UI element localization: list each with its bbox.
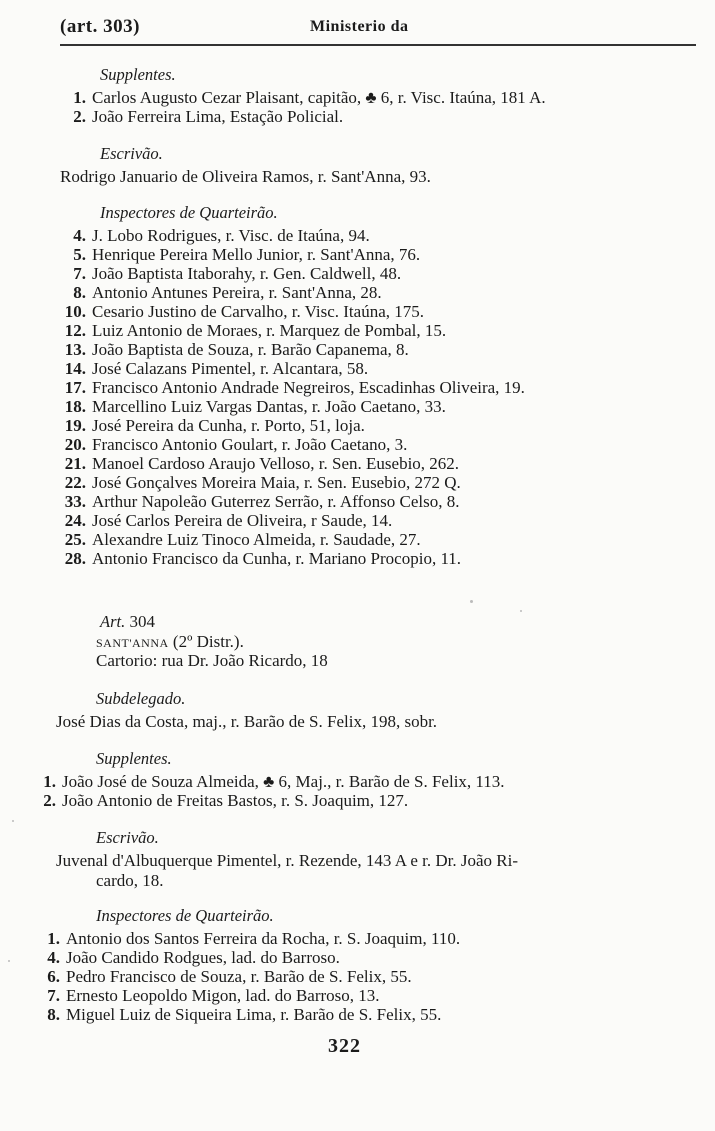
header-ministry: Ministerio da xyxy=(310,18,409,35)
header-rule xyxy=(60,44,696,46)
ink-speck xyxy=(470,600,473,603)
list-item: 20. Francisco Antonio Goulart, r. João Caetano, 3. xyxy=(64,435,408,454)
list-item: 13. João Baptista de Souza, r. Barão Capanema, 8. xyxy=(64,340,409,359)
list-item: 7. João Baptista Itaborahy, r. Gen. Caldwell, 48. xyxy=(73,264,402,283)
running-header xyxy=(60,12,695,42)
ink-speck xyxy=(8,960,10,962)
list-item: 25. Alexandre Luiz Tinoco Almeida, r. Saudade, 27. xyxy=(64,530,421,549)
list-item: 8. Antonio Antunes Pereira, r. Sant'Anna, 28. xyxy=(73,283,382,302)
list-item: 19. José Pereira da Cunha, r. Porto, 51, loja. xyxy=(64,416,365,435)
section-title-inspectores: Inspectores de Quarteirão. xyxy=(100,203,278,222)
section-title-supplentes-2: Supplentes. xyxy=(96,749,172,768)
list-item: 2. João Antonio de Freitas Bastos, r. S. Joaquim, 127. xyxy=(43,791,409,810)
article-heading: Art. 304 xyxy=(100,612,155,631)
escrivao-entry: Rodrigo Januario de Oliveira Ramos, r. Sant'Anna, 93. xyxy=(60,167,431,186)
subdelegado-entry: José Dias da Costa, maj., r. Barão de S. Felix, 198, sobr. xyxy=(56,712,438,731)
list-item: 4. J. Lobo Rodrigues, r. Visc. de Itaúna, 94. xyxy=(73,226,370,245)
list-item: 28. Antonio Francisco da Cunha, r. Mariano Procopio, 11. xyxy=(64,549,462,568)
list-item: 10. Cesario Justino de Carvalho, r. Visc. Itaúna, 175. xyxy=(64,302,424,321)
list-item: 2. João Ferreira Lima, Estação Policial. xyxy=(73,107,344,126)
section-title-subdelegado: Subdelegado. xyxy=(96,689,186,708)
list-item: 22. José Gonçalves Moreira Maia, r. Sen. Eusebio, 272 Q. xyxy=(64,473,461,492)
escrivao-entry-line2: cardo, 18. xyxy=(96,871,164,890)
section-title-supplentes: Supplentes. xyxy=(100,65,176,84)
list-item: 17. Francisco Antonio Andrade Negreiros, Escadinhas Oliveira, 19. xyxy=(64,378,525,397)
cartorio-line: Cartorio: rua Dr. João Ricardo, 18 xyxy=(96,651,328,670)
list-item: 14. José Calazans Pimentel, r. Alcantara, 58. xyxy=(64,359,369,378)
section-title-escrivao-2: Escrivão. xyxy=(96,828,159,847)
list-item: 6. Pedro Francisco de Souza, r. Barão de S. Felix, 55. xyxy=(47,967,412,986)
list-item: 4. João Candido Rodgues, lad. do Barroso. xyxy=(47,948,340,967)
district-line: SANT'ANNA (2º Distr.). xyxy=(96,632,244,651)
section-title-escrivao: Escrivão. xyxy=(100,144,163,163)
list-item: 12. Luiz Antonio de Moraes, r. Marquez de Pombal, 15. xyxy=(64,321,447,340)
section-title-inspectores-2: Inspectores de Quarteirão. xyxy=(96,906,274,925)
header-article-ref: (art. 303) xyxy=(60,16,140,37)
ink-speck xyxy=(12,820,14,822)
list-item: 7. Ernesto Leopoldo Migon, lad. do Barroso, 13. xyxy=(47,986,380,1005)
list-item: 5. Henrique Pereira Mello Junior, r. Sant'Anna, 76. xyxy=(73,245,421,264)
list-item: 21. Manoel Cardoso Araujo Velloso, r. Sen. Eusebio, 262. xyxy=(64,454,460,473)
list-item: 8. Miguel Luiz de Siqueira Lima, r. Barão de S. Felix, 55. xyxy=(47,1005,442,1024)
list-item: 1. Carlos Augusto Cezar Plaisant, capitão, ♣ 6, r. Visc. Itaúna, 181 A. xyxy=(73,88,546,107)
page-number: 322 xyxy=(328,1035,361,1057)
list-item: 24. José Carlos Pereira de Oliveira, r Saude, 14. xyxy=(64,511,393,530)
ink-speck xyxy=(520,610,522,612)
list-item: 33. Arthur Napoleão Guterrez Serrão, r. Affonso Celso, 8. xyxy=(64,492,460,511)
list-item: 1. Antonio dos Santos Ferreira da Rocha, r. S. Joaquim, 110. xyxy=(47,929,461,948)
list-item: 18. Marcellino Luiz Vargas Dantas, r. João Caetano, 33. xyxy=(64,397,446,416)
list-item: 1. João José de Souza Almeida, ♣ 6, Maj., r. Barão de S. Felix, 113. xyxy=(43,772,505,791)
escrivao-entry-line1: Juvenal d'Albuquerque Pimentel, r. Rezende, 143 A e r. Dr. João Ri- xyxy=(56,851,518,870)
